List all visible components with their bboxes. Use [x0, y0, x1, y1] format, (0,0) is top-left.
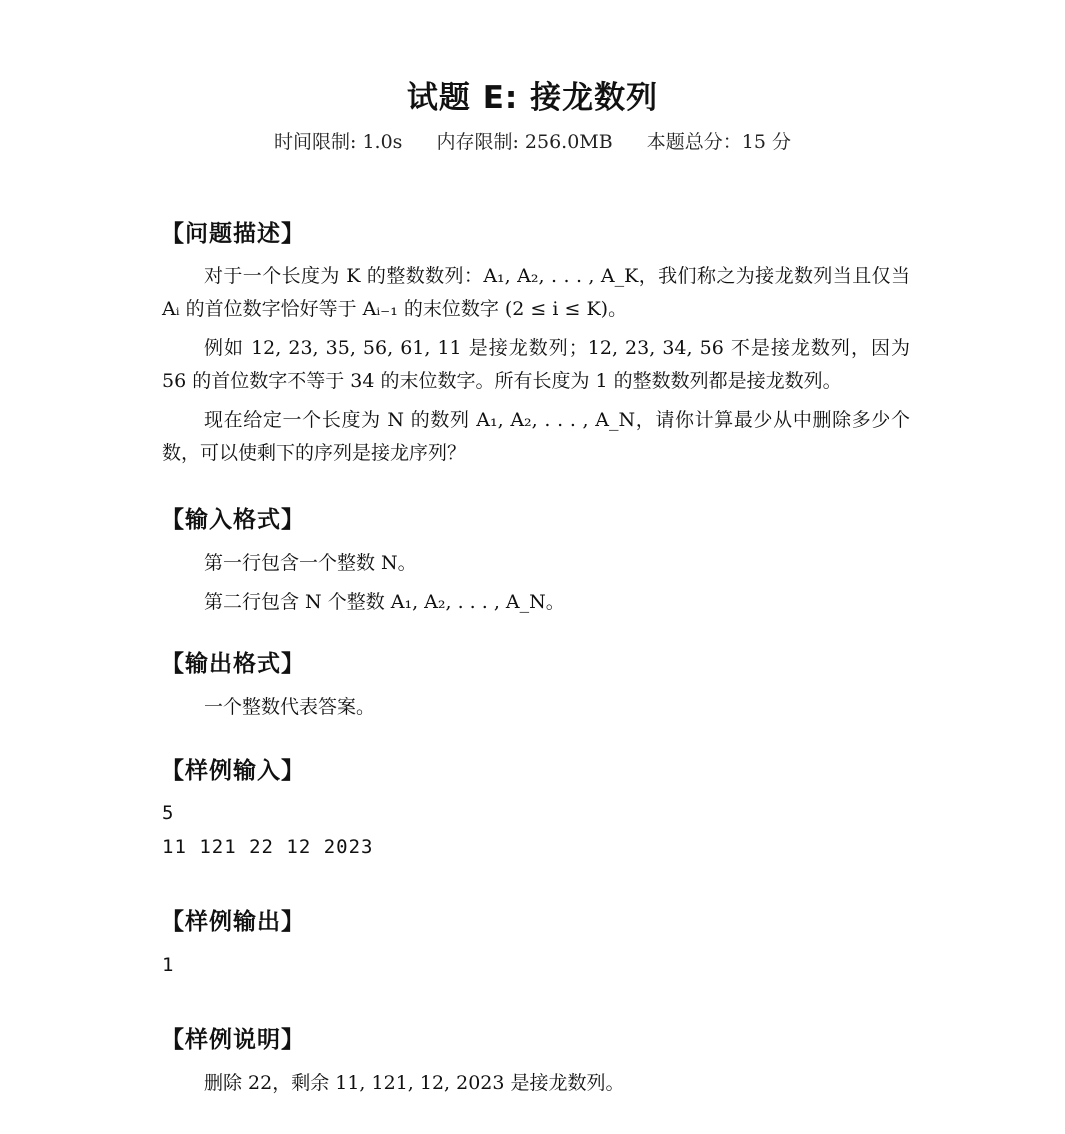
description-paragraph-3: 现在给定一个长度为 N 的数列 A₁, A₂, . . . , A_N，请你计算最少从中删除多少个数，可以使剩下的序列是接龙序列？	[162, 409, 910, 464]
description-heading: 【问题描述】	[161, 221, 305, 247]
input-format-heading: 【输入格式】	[161, 507, 305, 533]
memory-limit: 内存限制: 256.0MB	[436, 131, 613, 153]
sample-explanation-heading: 【样例说明】	[161, 1027, 305, 1053]
output-format-heading: 【输出格式】	[161, 651, 305, 677]
output-format-line-1: 一个整数代表答案。	[204, 696, 376, 718]
sample-input-line-2: 11 121 22 12 2023	[162, 836, 374, 858]
input-format-line-2: 第二行包含 N 个整数 A₁, A₂, . . . , A_N。	[204, 591, 565, 613]
sample-output-line-1: 1	[162, 954, 175, 976]
total-score: 本题总分：15 分	[646, 131, 791, 153]
sample-input-heading: 【样例输入】	[161, 758, 305, 784]
problem-limits	[0, 127, 1065, 154]
input-format-line-1: 第一行包含一个整数 N。	[204, 552, 417, 574]
sample-output-heading: 【样例输出】	[161, 909, 305, 935]
sample-explanation-line-1: 删除 22，剩余 11, 121, 12, 2023 是接龙数列。	[204, 1072, 625, 1094]
problem-title: 试题 E: 接龙数列	[406, 80, 659, 116]
time-limit: 时间限制: 1.0s	[274, 131, 403, 153]
description-paragraph-1: 对于一个长度为 K 的整数数列：A₁, A₂, . . . , A_K，我们称之为接龙数列当且仅当 Aᵢ 的首位数字恰好等于 Aᵢ₋₁ 的末位数字 (2 ≤ i ≤ K)。	[162, 265, 910, 320]
description-paragraph-2: 例如 12, 23, 35, 56, 61, 11 是接龙数列；12, 23, 34, 56 不是接龙数列，因为 56 的首位数字不等于 34 的末位数字。所有长度为 1 的整数数列都是接龙数列。	[162, 337, 910, 392]
sample-input-line-1: 5	[162, 802, 175, 824]
